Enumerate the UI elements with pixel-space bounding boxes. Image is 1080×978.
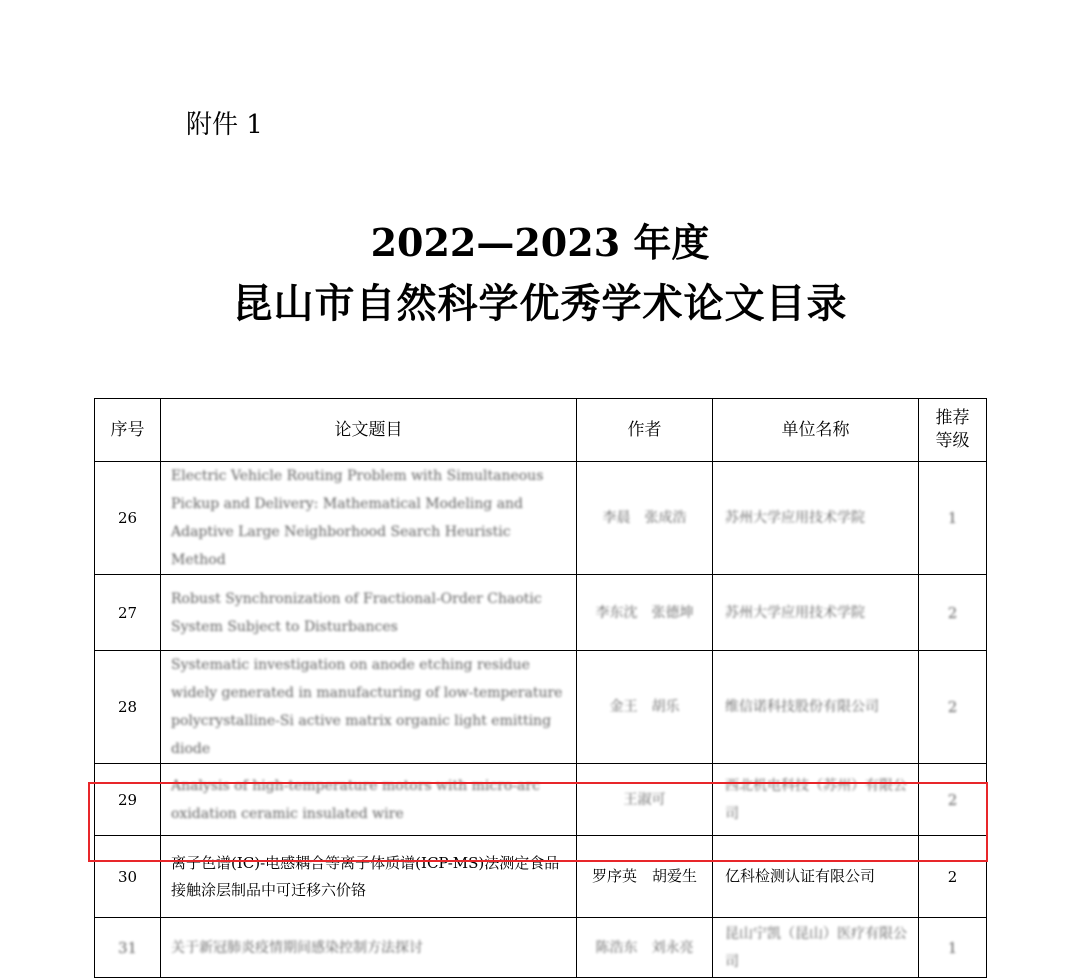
row-unit (713, 651, 919, 764)
row-title (161, 462, 577, 575)
row-title (161, 575, 577, 651)
row-author-text: 金王 胡乐 (609, 699, 680, 715)
table-row (95, 918, 987, 978)
header-unit: 单位名称 (713, 399, 919, 462)
row-grade (919, 918, 987, 978)
row-seq: 26 (95, 462, 161, 575)
row-author-text: 王淑可 (623, 791, 666, 808)
row-grade (919, 764, 987, 836)
row-seq (95, 918, 161, 978)
row-seq: 29 (95, 764, 161, 836)
row-title-text: 关于新冠肺炎疫情期间感染控制方法探讨 (171, 939, 423, 956)
table-row (95, 651, 987, 764)
row-title (161, 651, 577, 764)
row-author-text: 李东沈 张德坤 (595, 604, 694, 621)
row-grade-text: 1 (947, 509, 958, 527)
page-title-year: 2022—2023 年度 (370, 220, 710, 265)
page-title: 昆山市自然科学优秀学术论文目录 (232, 280, 848, 327)
table-row (95, 462, 987, 575)
row-author-text: 李晨 张成浩 (602, 510, 687, 526)
row-author (577, 918, 713, 978)
table-row (95, 575, 987, 651)
row-title-text: Electric Vehicle Routing Problem with Simultaneous Pickup and Delivery: Mathematical Modeling and Adaptive Large Neighborhood Search Heuristic Method (171, 468, 544, 568)
row-grade-text: 1 (947, 938, 958, 957)
row-grade (919, 651, 987, 764)
row-author-text: 陈浩东 刘永亮 (595, 939, 694, 956)
row-unit (713, 575, 919, 651)
row-unit (713, 836, 919, 918)
row-title-text: Analysis of high-temperature motors with micro-arc oxidation ceramic insulated wire (171, 777, 540, 822)
row-title-text: Systematic investigation on anode etching residue widely generated in manufacturing of low-temperature polycrystalline-Si active matrix organic light emitting diode (171, 657, 563, 757)
row-grade (919, 462, 987, 575)
row-seq: 30 (95, 836, 161, 918)
row-title-text: Robust Synchronization of Fractional-Order Chaotic System Subject to Disturbances (171, 590, 542, 635)
row-title (161, 918, 577, 978)
row-unit-text: 西北机电科技（苏州）有限公司 (725, 777, 907, 822)
row-grade-text: 2 (947, 790, 958, 809)
row-grade-text: 2 (947, 603, 958, 622)
row-author-text: 罗序英 胡爱生 (591, 867, 697, 885)
header-grade-line2: 等级 (935, 431, 970, 451)
row-author (577, 836, 713, 918)
row-unit-text: 苏州大学应用技术学院 (725, 604, 865, 621)
table-row-highlighted (95, 836, 987, 918)
header-author: 作者 (577, 399, 713, 462)
attachment-label: 附件 1 (186, 110, 263, 140)
header-grade-line1: 推荐 (935, 408, 970, 429)
table-header-row (95, 399, 987, 462)
paper-catalog-table (94, 398, 987, 978)
row-unit-text: 亿科检测认证有限公司 (725, 867, 876, 885)
row-grade (919, 836, 987, 918)
row-title (161, 836, 577, 918)
row-seq: 27 (95, 575, 161, 651)
header-grade (919, 399, 987, 462)
row-unit-text: 苏州大学应用技术学院 (725, 510, 865, 526)
row-title-text: 离子色谱(IC)-电感耦合等离子体质谱(ICP-MS)法测定食品接触涂层制品中可迁移六价铬 (171, 853, 560, 899)
row-seq: 28 (95, 651, 161, 764)
row-unit (713, 918, 919, 978)
row-author (577, 651, 713, 764)
header-seq: 序号 (95, 399, 161, 462)
header-title: 论文题目 (161, 399, 577, 462)
row-unit (713, 462, 919, 575)
row-grade-text: 2 (947, 867, 958, 886)
row-grade (919, 575, 987, 651)
row-author (577, 462, 713, 575)
row-author (577, 575, 713, 651)
row-unit-text: 维信诺科技股份有限公司 (725, 699, 879, 715)
table-row (95, 764, 987, 836)
row-author (577, 764, 713, 836)
row-unit-text: 昆山宁凯（昆山）医疗有限公司 (725, 925, 907, 970)
row-unit (713, 764, 919, 836)
row-title (161, 764, 577, 836)
row-seq-text: 31 (117, 938, 138, 957)
row-grade-text: 2 (947, 698, 958, 716)
